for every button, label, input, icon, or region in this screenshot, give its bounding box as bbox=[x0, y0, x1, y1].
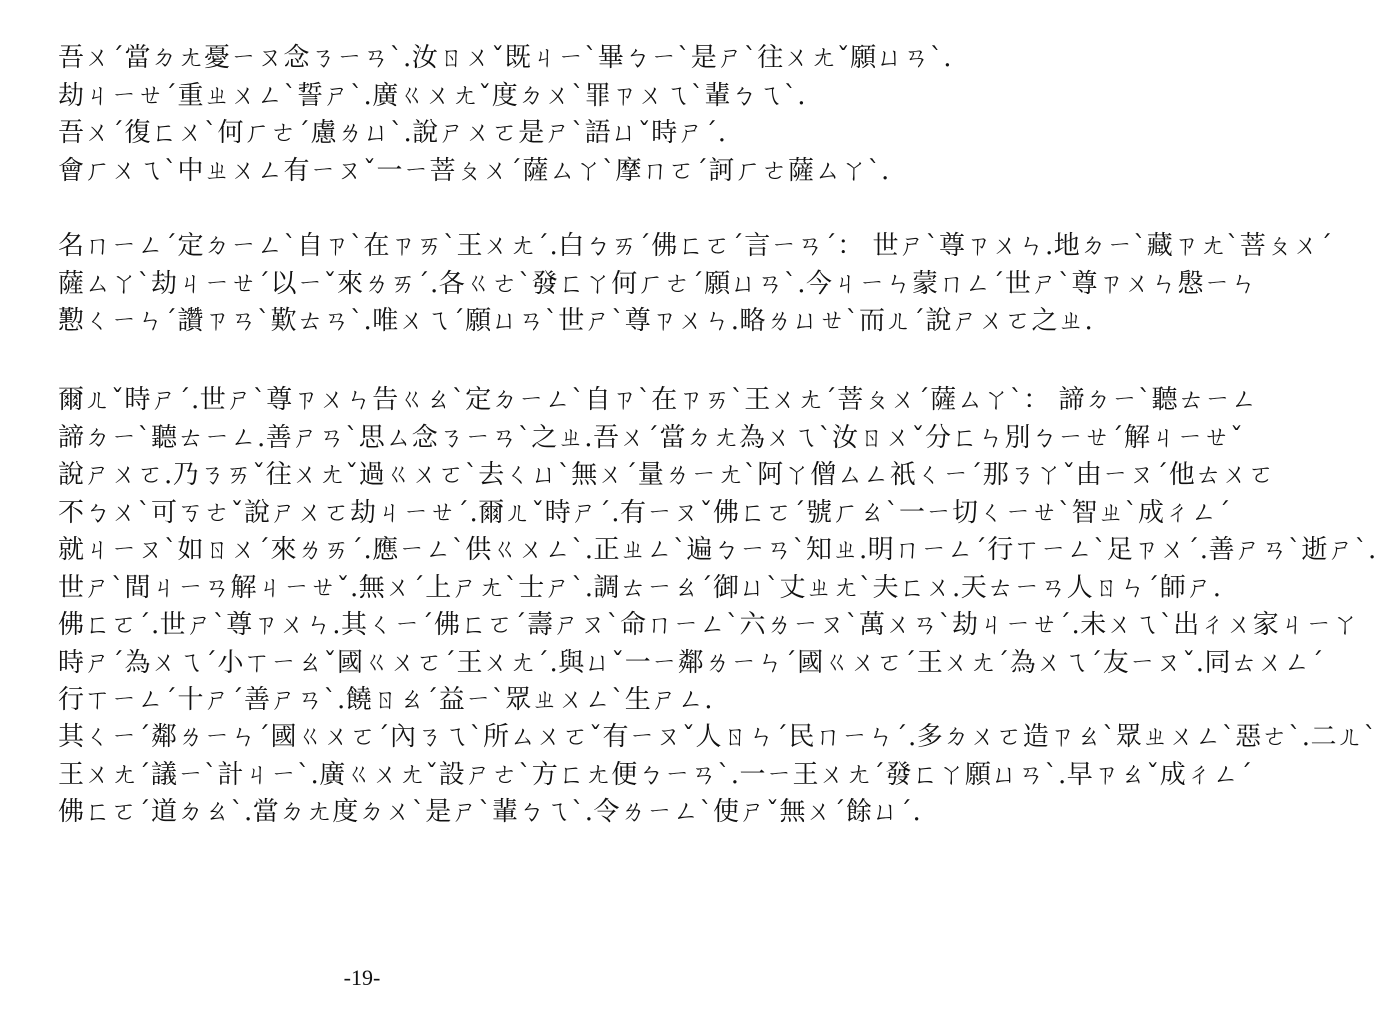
text-line: 佛ㄈㄛˊ.世ㄕˋ尊ㄗㄨㄣ.其ㄑㄧˊ佛ㄈㄛˊ壽ㄕㄡˋ命ㄇㄧㄥˋ六ㄌㄧㄡˋ萬ㄨㄢˋ劫ㄐㄧㄝˊ.未ㄨㄟˋ出ㄔㄨ家ㄐㄧㄚ bbox=[58, 610, 1359, 640]
text-line: 不ㄅㄨˋ可ㄎㄜˇ說ㄕㄨㄛ劫ㄐㄧㄝˊ.爾ㄦˇ時ㄕˊ.有ㄧㄡˇ佛ㄈㄛˊ號ㄏㄠˋ一ㄧ切ㄑㄧㄝˋ智ㄓˋ成ㄔㄥˊ bbox=[58, 497, 1232, 528]
text-line: 薩ㄙㄚˋ劫ㄐㄧㄝˊ以ㄧˇ來ㄌㄞˊ.各ㄍㄜˋ發ㄈㄚ何ㄏㄜˊ願ㄩㄢˋ.今ㄐㄧㄣ蒙ㄇㄥˊ世ㄕˋ尊ㄗㄨㄣ慇ㄧㄣ bbox=[58, 268, 1258, 299]
text-line: 其ㄑㄧˊ鄰ㄌㄧㄣˊ國ㄍㄨㄛˊ內ㄋㄟˋ所ㄙㄨㄛˇ有ㄧㄡˇ人ㄖㄣˊ民ㄇㄧㄣˊ.多ㄉㄨㄛ造ㄗㄠˋ眾ㄓㄨㄥˋ惡ㄜˋ.二ㄦˋ bbox=[58, 722, 1377, 752]
text-line: 諦ㄉㄧˋ聽ㄊㄧㄥ.善ㄕㄢˋ思ㄙ念ㄋㄧㄢˋ之ㄓ.吾ㄨˊ當ㄉㄤ為ㄨㄟˋ汝ㄖㄨˇ分ㄈㄣ別ㄅㄧㄝˊ解ㄐㄧㄝˇ bbox=[58, 422, 1244, 453]
text-line: 會ㄏㄨㄟˋ中ㄓㄨㄥ有ㄧㄡˇ一ㄧ菩ㄆㄨˊ薩ㄙㄚˋ摩ㄇㄛˊ訶ㄏㄜ薩ㄙㄚˋ. bbox=[58, 155, 890, 186]
text-line: 就ㄐㄧㄡˋ如ㄖㄨˊ來ㄌㄞˊ.應ㄧㄥˋ供ㄍㄨㄥˋ.正ㄓㄥˋ遍ㄅㄧㄢˋ知ㄓ.明ㄇㄧㄥˊ行ㄒㄧㄥˋ足ㄗㄨˊ.善ㄕㄢˋ逝ㄕˋ. bbox=[58, 535, 1377, 565]
text-line: 王ㄨㄤˊ議ㄧˋ計ㄐㄧˋ.廣ㄍㄨㄤˇ設ㄕㄜˋ方ㄈㄤ便ㄅㄧㄢˋ.一ㄧ王ㄨㄤˊ發ㄈㄚ願ㄩㄢˋ.早ㄗㄠˇ成ㄔㄥˊ bbox=[58, 759, 1253, 790]
paragraph-1 bbox=[58, 40, 953, 190]
text-line: 說ㄕㄨㄛ.乃ㄋㄞˇ往ㄨㄤˇ過ㄍㄨㄛˋ去ㄑㄩˋ無ㄨˊ量ㄌㄧㄤˋ阿ㄚ僧ㄙㄥ祇ㄑㄧˊ那ㄋㄚˇ由ㄧㄡˊ他ㄊㄨㄛ bbox=[58, 460, 1275, 490]
page-number: -19- bbox=[343, 965, 381, 990]
text-line: 佛ㄈㄛˊ道ㄉㄠˋ.當ㄉㄤ度ㄉㄨˋ是ㄕˋ輩ㄅㄟˋ.令ㄌㄧㄥˋ使ㄕˇ無ㄨˊ餘ㄩˊ. bbox=[58, 797, 922, 827]
paragraph-3 bbox=[58, 382, 1377, 720]
text-line: 吾ㄨˊ復ㄈㄨˋ何ㄏㄜˊ慮ㄌㄩˋ.說ㄕㄨㄛ是ㄕˋ語ㄩˇ時ㄕˊ. bbox=[58, 118, 727, 148]
text-line: 名ㄇㄧㄥˊ定ㄉㄧㄥˋ自ㄗˋ在ㄗㄞˋ王ㄨㄤˊ.白ㄅㄞˊ佛ㄈㄛˊ言ㄧㄢˊ： 世ㄕˋ尊ㄗㄨㄣ.地ㄉㄧˋ藏ㄗㄤˋ菩ㄆㄨˊ bbox=[58, 231, 1333, 261]
text-line: 爾ㄦˇ時ㄕˊ.世ㄕˋ尊ㄗㄨㄣ告ㄍㄠˋ定ㄉㄧㄥˋ自ㄗˋ在ㄗㄞˋ王ㄨㄤˊ菩ㄆㄨˊ薩ㄙㄚˋ： 諦ㄉㄧˋ聽ㄊㄧㄥ bbox=[58, 385, 1258, 415]
text-line: 時ㄕˊ為ㄨㄟˊ小ㄒㄧㄠˇ國ㄍㄨㄛˊ王ㄨㄤˊ.與ㄩˇ一ㄧ鄰ㄌㄧㄣˊ國ㄍㄨㄛˊ王ㄨㄤˊ為ㄨㄟˊ友ㄧㄡˇ.同ㄊㄨㄥˊ bbox=[58, 647, 1325, 678]
text-line: 懃ㄑㄧㄣˊ讚ㄗㄢˋ歎ㄊㄢˋ.唯ㄨㄟˊ願ㄩㄢˋ世ㄕˋ尊ㄗㄨㄣ.略ㄌㄩㄝˋ而ㄦˊ說ㄕㄨㄛ之ㄓ. bbox=[58, 306, 1094, 336]
paragraph-4 bbox=[58, 719, 1377, 832]
text-line: 劫ㄐㄧㄝˊ重ㄓㄨㄥˋ誓ㄕˋ.廣ㄍㄨㄤˇ度ㄉㄨˋ罪ㄗㄨㄟˋ輩ㄅㄟˋ. bbox=[58, 80, 807, 111]
text-line: 世ㄕˋ間ㄐㄧㄢ解ㄐㄧㄝˇ.無ㄨˊ上ㄕㄤˋ士ㄕˋ.調ㄊㄧㄠˊ御ㄩˋ丈ㄓㄤˋ夫ㄈㄨ.天ㄊㄧㄢ人ㄖㄣˊ師ㄕ. bbox=[58, 572, 1222, 603]
text-line: 吾ㄨˊ當ㄉㄤ憂ㄧㄡ念ㄋㄧㄢˋ.汝ㄖㄨˇ既ㄐㄧˋ畢ㄅㄧˋ是ㄕˋ往ㄨㄤˇ願ㄩㄢˋ. bbox=[58, 43, 953, 73]
text-line: 行ㄒㄧㄥˊ十ㄕˊ善ㄕㄢˋ.饒ㄖㄠˊ益ㄧˋ眾ㄓㄨㄥˋ生ㄕㄥ. bbox=[58, 685, 714, 715]
paragraph-2 bbox=[58, 228, 1333, 341]
